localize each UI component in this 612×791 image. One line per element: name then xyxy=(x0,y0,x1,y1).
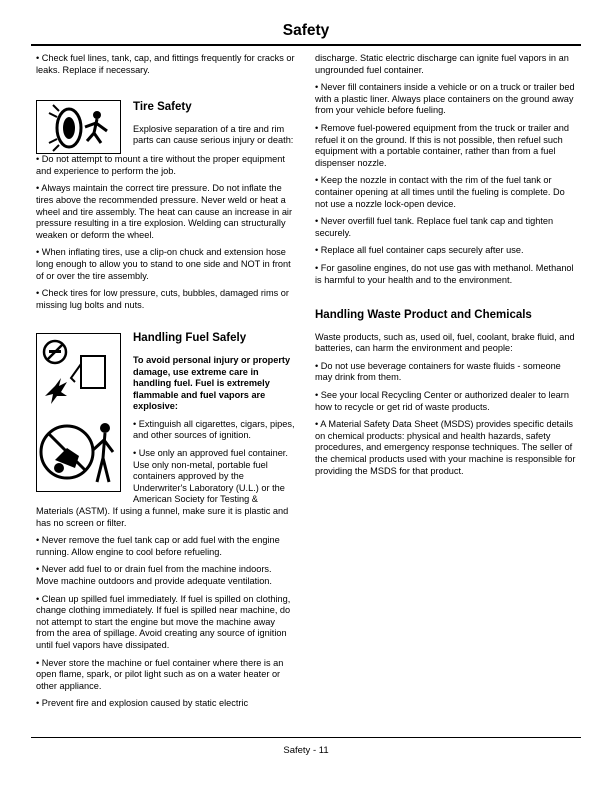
no-smoking-fuel-icon xyxy=(37,334,120,410)
fuel-safety-title: Handling Fuel Safely xyxy=(133,332,247,345)
waste-section xyxy=(315,310,577,477)
fuel-safety-section xyxy=(36,333,295,716)
left-column xyxy=(36,53,295,716)
list-item: • Check tires for low pressure, cuts, bubbles, damaged rims or missing lug bolts and nuts. xyxy=(36,288,289,310)
tire-warning: Explosive separation of a tire and rim parts can cause serious injury or death: xyxy=(133,123,294,146)
waste-intro: Waste products, such as, used oil, fuel, coolant, brake fluid, and batteries, can harm the environment and people: xyxy=(315,331,575,354)
static-discharge-continued: discharge. Static electric discharge can ignite fuel vapors in an ungrounded fuel container. xyxy=(315,53,569,75)
list-item: • See your local Recycling Center or authorized dealer to learn how to recycle or get rid of waste products. xyxy=(315,390,569,412)
tire-safety-section xyxy=(36,100,295,311)
list-item: • When inflating tires, use a clip-on chuck and extension hose long enough to allow you to stand to one side and NOT in front of or over the tire assembly. xyxy=(36,247,291,281)
page-title: Safety xyxy=(282,22,330,39)
list-item: • A Material Safety Data Sheet (MSDS) provides specific details on chemical products: physical and health hazards, safety procedures, and emergency response techniques. The seller of the chemical products used with your machine is responsible for providing the MSDS for that product. xyxy=(315,419,576,476)
no-fueling-vehicle-icon xyxy=(37,410,120,490)
header-divider xyxy=(31,44,581,46)
footer-divider xyxy=(31,737,581,738)
list-item: • Always maintain the correct tire pressure. Do not inflate the tires above the recommended pressure. Never weld or heat a wheel and tire assembly. The heat can cause an increase in air pressure resulting in a tire explosion. Welding can structurally weaken or deform the wheel. xyxy=(36,183,293,240)
list-item: • Never overfill fuel tank. Replace fuel tank cap and tighten securely. xyxy=(315,216,554,238)
page-number: Safety - 11 xyxy=(283,745,329,756)
list-item: • Do not use beverage containers for waste fluids - someone may drink from them. xyxy=(315,360,561,383)
tire-explosion-icon xyxy=(36,100,121,154)
fuel-lines-bullet: • Check fuel lines, tank, cap, and fittings frequently for cracks or leaks. Replace if necessary. xyxy=(36,53,295,75)
right-column xyxy=(315,53,577,483)
waste-title: Handling Waste Product and Chemicals xyxy=(315,309,532,322)
list-item: • Do not attempt to mount a tire without the proper equipment and experience to perform the job. xyxy=(36,154,285,176)
list-item: • Prevent fire and explosion caused by static electric xyxy=(36,698,249,709)
list-item: • Remove fuel-powered equipment from the truck or trailer and refuel it on the ground. If this is not possible, then refuel such equipment with a portable container, rather than from a fuel dispenser nozzle. xyxy=(315,122,569,168)
fuel-warning: To avoid personal injury or property damage, use extreme care in handling fuel. Fuel is extremely flammable and fuel vapors are explosive: xyxy=(133,354,291,412)
list-item: • Never store the machine or fuel container where there is an open flame, spark, or pilot light such as on a water heater or other appliance. xyxy=(36,657,284,691)
list-item: • Never fill containers inside a vehicle or on a truck or trailer bed with a plastic liner. Always place containers on the ground away from your vehicle before fueling. xyxy=(315,82,575,116)
list-item: • Use only an approved fuel container. Use only non-metal, portable fuel containers approved by the Underwriter's Laboratory (U.L.) or the American Society for Testing & Materials (ASTM). If using a funnel, make sure it is plastic and has no screen or filter. xyxy=(36,448,289,528)
list-item: • Never add fuel to or drain fuel from the machine indoors. Move machine outdoors and provide adequate ventilation. xyxy=(36,564,272,586)
tire-safety-title: Tire Safety xyxy=(133,101,192,114)
fuel-icons-frame xyxy=(36,333,121,492)
list-item: • Never remove the fuel tank cap or add fuel with the engine running. Allow engine to cool before refueling. xyxy=(36,535,280,557)
list-item: • Extinguish all cigarettes, cigars, pipes, and other sources of ignition. xyxy=(133,418,295,441)
list-item: • Clean up spilled fuel immediately. If fuel is spilled on clothing, change clothing immediately. If fuel is spilled near machine, do not attempt to start the engine but move the machine away from the area of spillage. Avoid creating any source of ignition until fuel vapors have dissipated. xyxy=(36,593,291,650)
list-item: • For gasoline engines, do not use gas with methanol. Methanol is harmful to your health and to the environment. xyxy=(315,262,574,285)
list-item: • Replace all fuel container caps securely after use. xyxy=(315,245,524,256)
list-item: • Keep the nozzle in contact with the rim of the fuel tank or container opening at all times until the fueling is complete. Do not use a nozzle lock-open device. xyxy=(315,175,565,209)
